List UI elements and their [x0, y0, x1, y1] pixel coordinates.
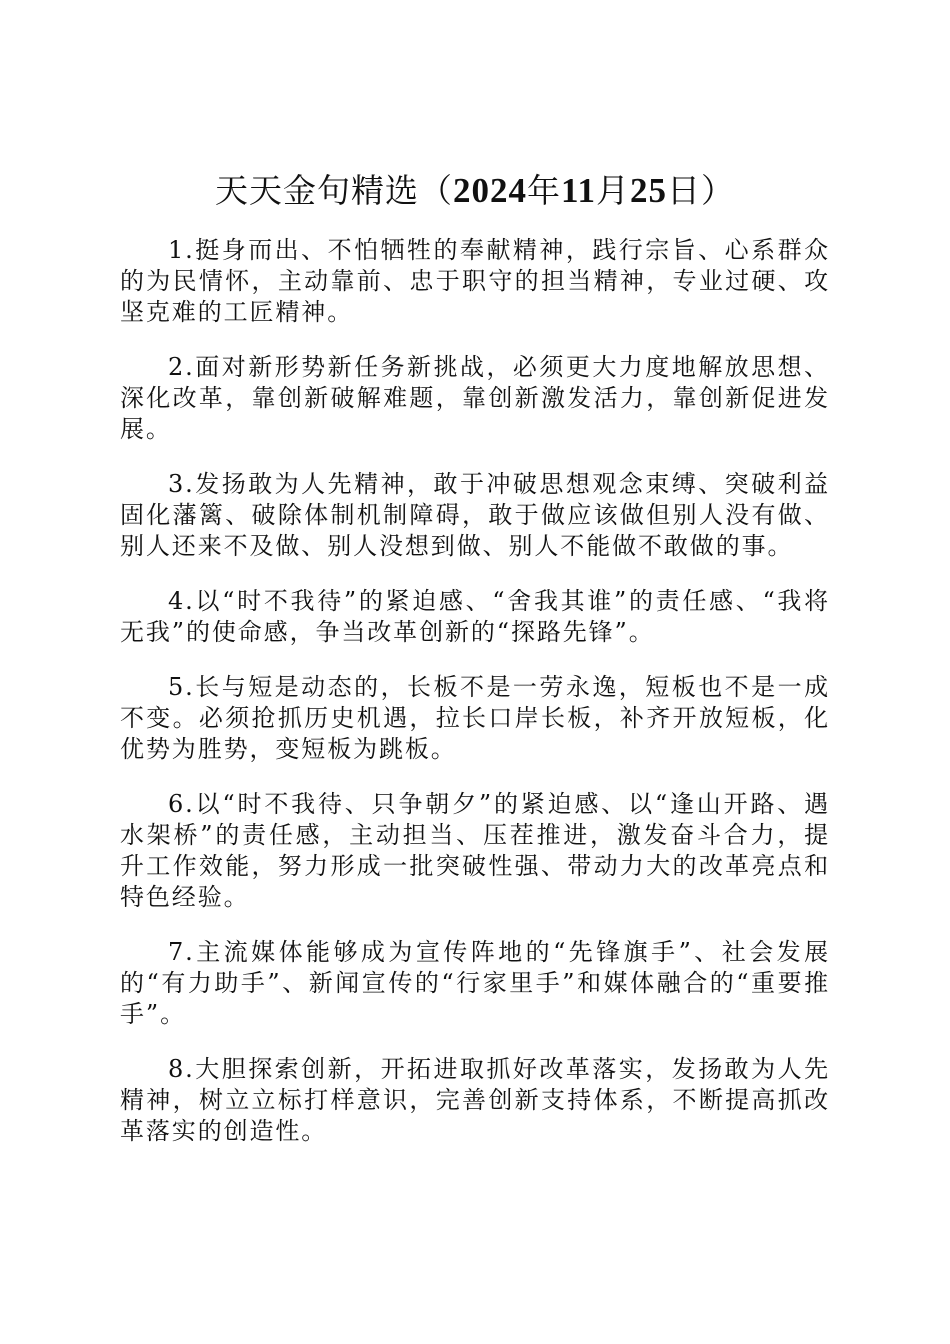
title-year-unit: 年 [526, 171, 561, 210]
title-day: 25 [630, 171, 668, 210]
quote-paragraph-8: 8.大胆探索创新，开拓进取抓好改革落实，发扬敢为人先精神，树立立标打样意识，完善创新支持体系，不断提高抓改革落实的创造性。 [120, 1055, 830, 1145]
document-title [120, 168, 830, 214]
title-month-unit: 月 [596, 171, 631, 210]
quote-paragraph-3: 3.发扬敢为人先精神，敢于冲破思想观念束缚、突破利益固化藩篱、破除体制机制障碍，敢于做应该做但别人没有做、别人还来不及做、别人没想到做、别人不能做不敢做的事。 [120, 470, 830, 560]
quote-paragraph-5: 5.长与短是动态的，长板不是一劳永逸，短板也不是一成不变。必须抢抓历史机遇，拉长口岸长板，补齐开放短板，化优势为胜势，变短板为跳板。 [120, 673, 830, 763]
title-prefix: 天天金句精选（ [214, 171, 453, 210]
title-suffix: 日） [667, 171, 736, 210]
document-body [120, 235, 830, 1171]
title-month: 11 [560, 171, 597, 210]
quote-paragraph-7: 7.主流媒体能够成为宣传阵地的“先锋旗手”、社会发展的“有力助手”、新闻宣传的“行家里手”和媒体融合的“重要推手”。 [120, 938, 830, 1028]
title-year: 2024 [452, 171, 527, 210]
quote-paragraph-6: 6.以“时不我待、只争朝夕”的紧迫感、以“逢山开路、遇水架桥”的责任感，主动担当、压茬推进，激发奋斗合力，提升工作效能，努力形成一批突破性强、带动力大的改革亮点和特色经验。 [120, 790, 830, 911]
quote-paragraph-1: 1.挺身而出、不怕牺牲的奉献精神，践行宗旨、心系群众的为民情怀，主动靠前、忠于职守的担当精神，专业过硬、攻坚克难的工匠精神。 [120, 236, 830, 326]
quote-paragraph-4: 4.以“时不我待”的紧迫感、“舍我其谁”的责任感、“我将无我”的使命感，争当改革创新的“探路先锋”。 [120, 587, 830, 646]
quote-paragraph-2: 2.面对新形势新任务新挑战，必须更大力度地解放思想、深化改革，靠创新破解难题，靠创新激发活力，靠创新促进发展。 [120, 353, 830, 443]
